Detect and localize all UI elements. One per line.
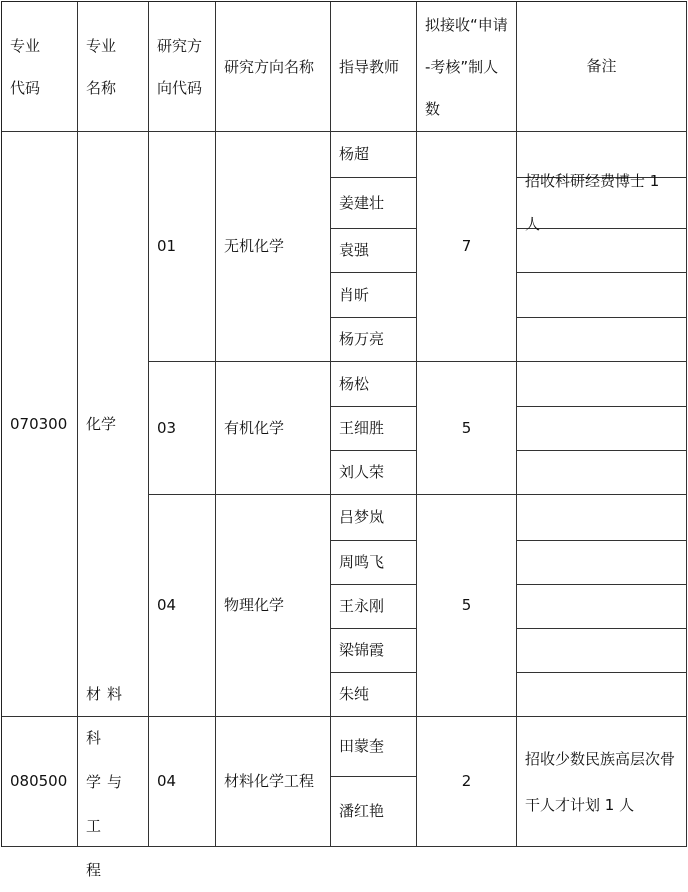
- supervisor-cell: 周鸣飞: [331, 541, 417, 585]
- supervisor-cell: 梁锦霞: [331, 629, 417, 673]
- major-code-cell: 070300: [2, 132, 78, 717]
- remark-cell: [517, 451, 687, 495]
- admissions-table: [1, 1, 687, 879]
- header-text: 名称: [86, 78, 117, 97]
- remark-cell: [517, 585, 687, 629]
- remark-line: 招收少数民族高层次骨: [525, 749, 676, 768]
- header-quota: [417, 2, 517, 132]
- header-text: -考核”制人: [425, 57, 499, 76]
- major-name-line: 材料科: [86, 684, 129, 747]
- remark-cell: [517, 717, 687, 847]
- quota-cell: 5: [417, 362, 517, 495]
- header-remarks: [517, 2, 687, 132]
- major-name-line: 学与工: [86, 772, 129, 835]
- header-supervisor: [331, 2, 417, 132]
- remark-cell: [517, 318, 687, 362]
- supervisor-cell: 潘红艳: [331, 777, 417, 847]
- remark-cell: [517, 362, 687, 407]
- header-text: 研究方向名称: [224, 57, 315, 76]
- supervisor-cell: 吕梦岚: [331, 495, 417, 541]
- major-name-cell: 化学: [78, 132, 149, 717]
- header-text: 拟接收“申请: [425, 15, 508, 34]
- header-text: 研究方: [157, 36, 203, 55]
- header-text: 备注: [586, 57, 617, 75]
- direction-name-cell: 无机化学: [216, 132, 331, 362]
- header-text: 指导教师: [339, 57, 400, 76]
- remark-cell: [517, 273, 687, 318]
- direction-name-cell: 材料化学工程: [216, 717, 331, 847]
- remark-cell: [517, 407, 687, 451]
- header-text: 向代码: [157, 78, 203, 97]
- quota-cell: 5: [417, 495, 517, 717]
- major-name-cell: [78, 684, 149, 879]
- supervisor-cell: 刘人荣: [331, 451, 417, 495]
- header-major-name: [78, 2, 149, 132]
- remark-cell: [517, 229, 687, 273]
- supervisor-cell: 肖昕: [331, 273, 417, 318]
- remark-cell: [517, 541, 687, 585]
- quota-cell: 7: [417, 132, 517, 362]
- supervisor-cell: 王细胜: [331, 407, 417, 451]
- direction-code-cell: 04: [149, 495, 216, 717]
- header-text: 数: [425, 99, 441, 118]
- major-name-line: 程: [86, 860, 108, 879]
- direction-code-cell: 01: [149, 132, 216, 362]
- direction-code-cell: 03: [149, 362, 216, 495]
- header-major-code: [2, 2, 78, 132]
- header-direction-code: [149, 2, 216, 132]
- remark-cell: [517, 673, 687, 717]
- remark-cell: 招收科研经费博士 1 人: [517, 178, 687, 229]
- supervisor-cell: 朱纯: [331, 673, 417, 717]
- supervisor-cell: 王永刚: [331, 585, 417, 629]
- header-direction-name: [216, 2, 331, 132]
- header-text: 专业: [86, 36, 117, 55]
- remark-cell: [517, 629, 687, 673]
- direction-name-cell: 有机化学: [216, 362, 331, 495]
- supervisor-cell: 袁强: [331, 229, 417, 273]
- header-text: 专业: [10, 36, 41, 55]
- supervisor-cell: 杨松: [331, 362, 417, 407]
- remark-cell: [517, 495, 687, 541]
- direction-name-cell: 物理化学: [216, 495, 331, 717]
- supervisor-cell: 杨万亮: [331, 318, 417, 362]
- remark-line: 干人才计划 1 人: [525, 795, 635, 814]
- direction-code-cell: 04: [149, 717, 216, 847]
- supervisor-cell: 田蒙奎: [331, 717, 417, 777]
- major-code-cell: 080500: [2, 717, 78, 847]
- quota-cell: 2: [417, 717, 517, 847]
- supervisor-cell: 杨超: [331, 132, 417, 178]
- supervisor-cell: 姜建壮: [331, 178, 417, 229]
- header-text: 代码: [10, 78, 41, 97]
